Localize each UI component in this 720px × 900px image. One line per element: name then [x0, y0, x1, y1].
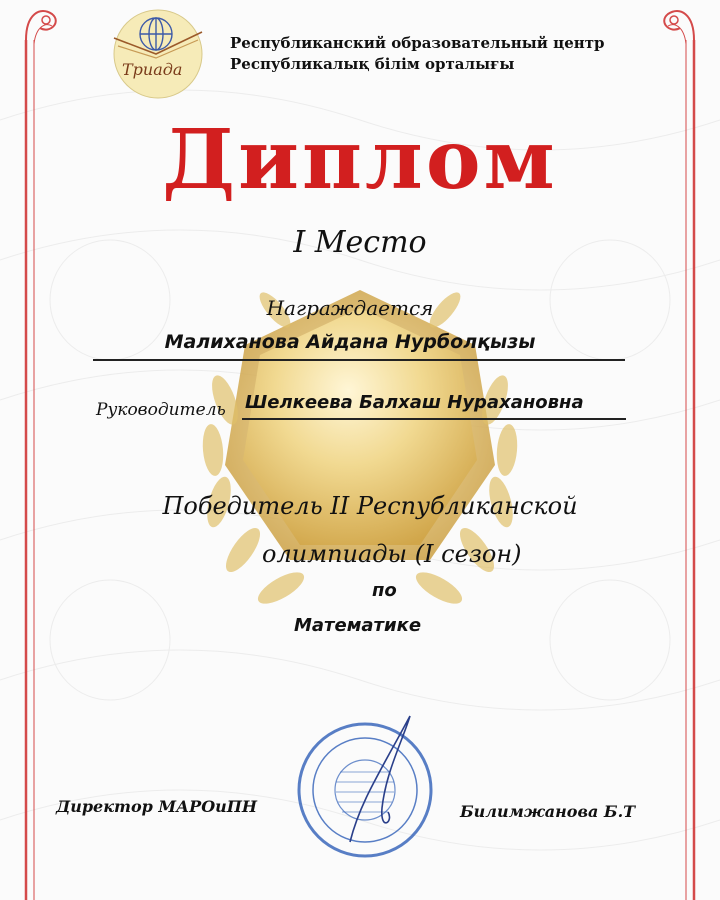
supervisor-underline [242, 418, 626, 420]
triada-logo [100, 8, 216, 100]
achievement-subject: Математике [294, 615, 422, 636]
signer-name: Билимжанова Б.Т [460, 802, 636, 821]
official-stamp [290, 712, 440, 862]
organization-name-kz: Республикалық білім орталығы [230, 55, 515, 73]
supervisor-label: Руководитель [96, 400, 226, 420]
organization-name-ru: Республиканский образовательный центр [230, 34, 605, 52]
place-label: I Место [293, 225, 427, 260]
achievement-line2: олимпиады (I сезон) [262, 540, 522, 568]
achievement-line1: Победитель II Республиканской [162, 492, 578, 520]
achievement-preposition: по [372, 580, 397, 601]
supervisor-name: Шелкеева Балхаш Нурахановна [245, 392, 584, 413]
recipient-name: Малиханова Айдана Нурболқызы [164, 331, 536, 353]
logo-text: Триада [122, 60, 183, 79]
diploma-title: Диплом [162, 112, 558, 208]
awarded-label: Награждается [266, 296, 434, 320]
director-label: Директор МАРОиПН [56, 797, 257, 816]
recipient-underline [93, 359, 625, 361]
